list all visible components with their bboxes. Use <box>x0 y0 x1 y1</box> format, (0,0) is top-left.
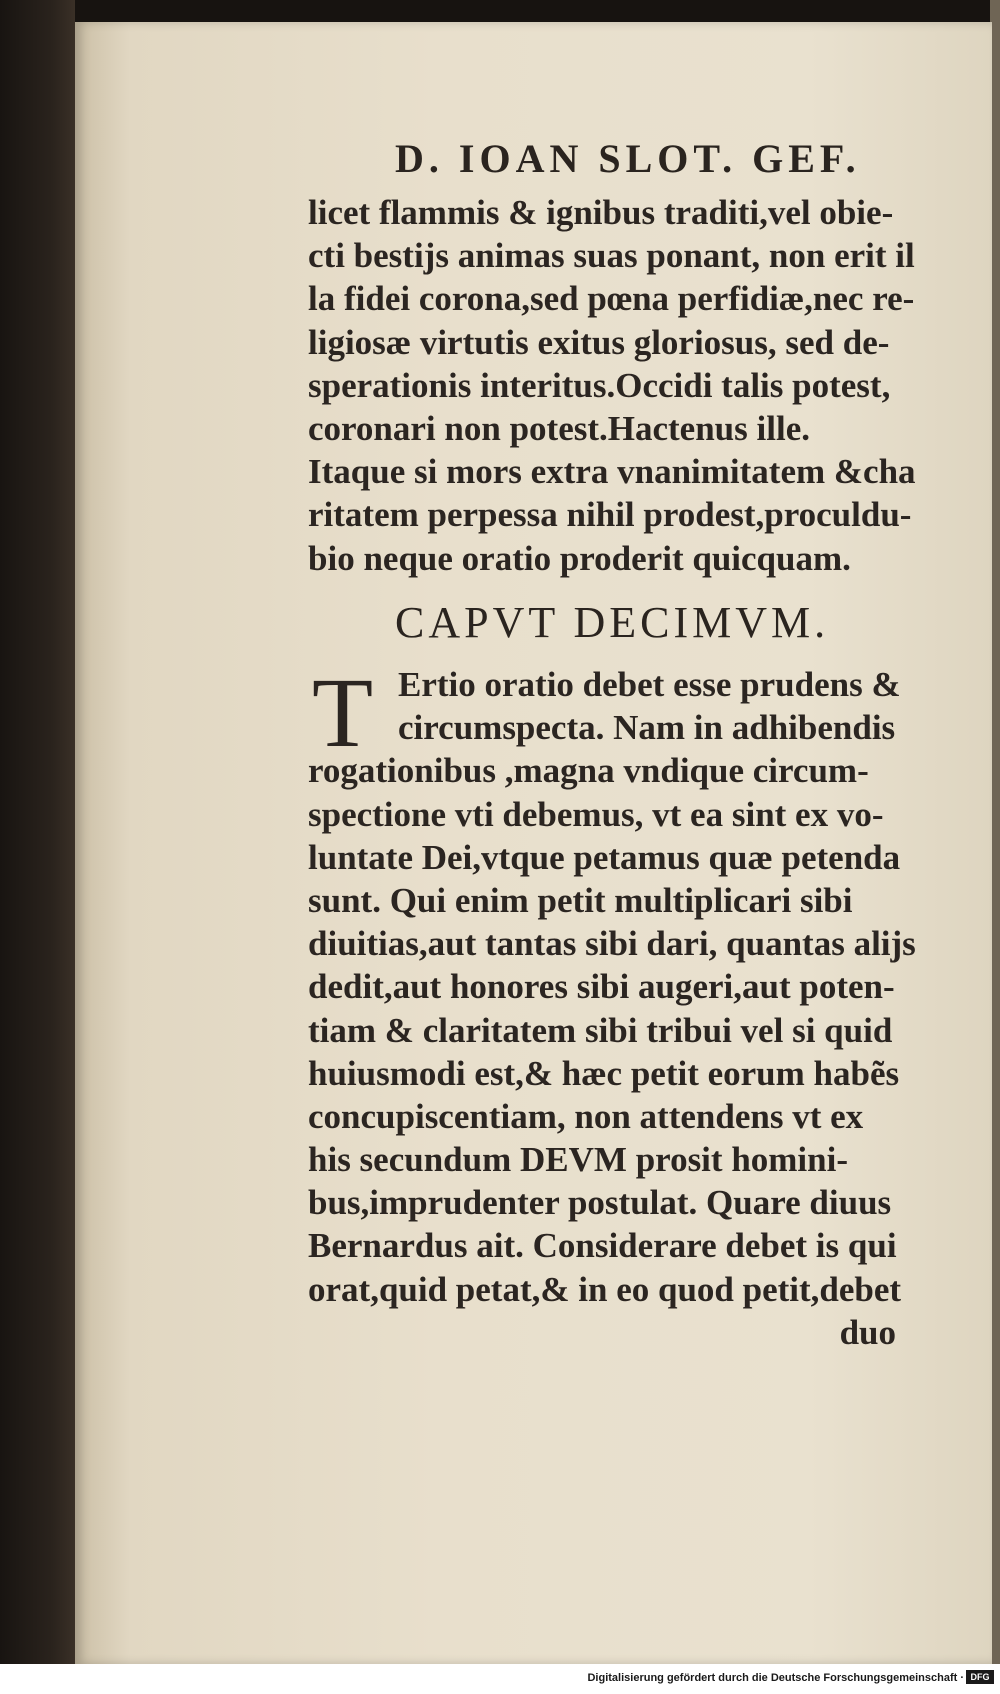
text-line: spectione vti debemus, vt ea sint ex vo- <box>308 794 884 834</box>
footer-bar <box>0 1664 1000 1694</box>
drop-cap: T <box>312 657 374 768</box>
scan-left-border <box>0 0 75 1694</box>
text-line: diuitias,aut tantas sibi dari, quantas alijs <box>308 924 916 964</box>
text-line: la fidei corona,sed pœna perfidiæ,nec re- <box>308 279 915 319</box>
scan-top-border <box>0 0 1000 22</box>
dfg-logo: DFG <box>966 1670 994 1684</box>
text-line: sperationis interitus.Occidi talis potest, <box>308 365 891 405</box>
text-line: his secundum DEVM prosit homini- <box>308 1140 849 1180</box>
text-line: cti bestijs animas suas ponant, non erit il <box>308 236 915 276</box>
text-line: Ertio oratio debet esse prudens & <box>398 665 901 704</box>
text-line: concupiscentiam, non attendens vt ex <box>308 1096 864 1136</box>
text-line: bus,imprudenter postulat. Quare diuus <box>308 1183 892 1223</box>
text-line: coronari non potest.Hactenus ille. <box>308 408 810 448</box>
text-line: luntate Dei,vtque petamus quæ petenda <box>308 837 901 877</box>
text-block-1 <box>308 191 948 580</box>
text-block-2 <box>308 657 948 1354</box>
text-line: licet flammis & ignibus traditi,vel obie- <box>308 193 894 232</box>
text-line: bio neque oratio proderit quicquam. <box>308 538 851 578</box>
text-line: ritatem perpessa nihil prodest,proculdu- <box>308 495 912 535</box>
footer-credit: Digitalisierung gefördert durch die Deutsche Forschungsgemeinschaft · <box>587 1672 964 1684</box>
text-line: orat,quid petat,& in eo quod petit,debet <box>308 1269 902 1309</box>
text-line: Bernardus ait. Considerare debet is qui <box>308 1226 897 1266</box>
text-line: huiusmodi est,& hæc petit eorum habẽs <box>308 1053 900 1093</box>
text-line: ligiosæ virtutis exitus gloriosus, sed de- <box>308 322 890 362</box>
text-line: rogationibus ,magna vndique circum- <box>308 751 869 791</box>
chapter-title: CAPVT DECIMVM. <box>395 598 830 647</box>
running-header: D. IOAN SLOT. GEF. <box>395 136 861 181</box>
text-line: sunt. Qui enim petit multiplicari sibi <box>308 880 853 920</box>
text-line: tiam & claritatem sibi tribui vel si quid <box>308 1010 893 1050</box>
text-line: Itaque si mors extra vnanimitatem &cha <box>308 452 916 492</box>
text-line: dedit,aut honores sibi augeri,aut poten- <box>308 967 895 1007</box>
text-line: circumspecta. Nam in adhibendis <box>398 708 896 748</box>
catchword: duo <box>839 1312 896 1352</box>
